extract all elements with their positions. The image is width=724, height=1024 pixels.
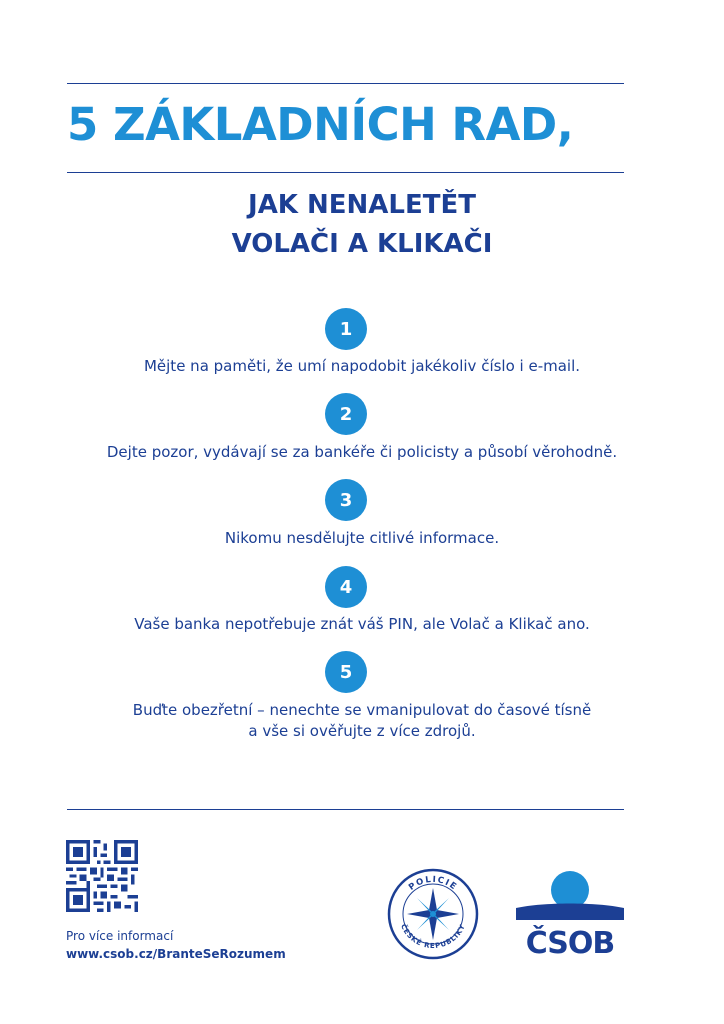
police-seal-logo bbox=[387, 868, 479, 960]
svg-text:ČESKÉ REPUBLIKY: ČESKÉ REPUBLIKY bbox=[398, 922, 468, 951]
csob-logo-text: ČSOB bbox=[525, 926, 615, 961]
tip-text: Nikomu nesdělujte citlivé informace. bbox=[224, 529, 500, 547]
more-info-label: Pro více informací bbox=[66, 929, 174, 943]
svg-text:POLICIE: POLICIE bbox=[406, 874, 460, 893]
tip-number-badge: 1 bbox=[325, 308, 367, 350]
tip-text-line-1: Buďte obezřetní – nenechte se vmanipulovat do časové tísně bbox=[132, 701, 592, 719]
tip-text: Mějte na paměti, že umí napodobit jakékoliv číslo i e-mail. bbox=[143, 357, 581, 375]
subheadline-line-2: VOLAČI A KLIKAČI bbox=[231, 229, 493, 259]
tip-text-line-2: a vše si ověřujte z více zdrojů. bbox=[248, 722, 476, 740]
more-info-link[interactable]: www.csob.cz/BranteSeRozumem bbox=[66, 947, 286, 961]
tip-text: Dejte pozor, vydávají se za bankéře či policisty a působí věrohodně. bbox=[106, 443, 618, 461]
tip-number-badge: 3 bbox=[325, 479, 367, 521]
tip-number-badge: 2 bbox=[325, 393, 367, 435]
tip-number-badge: 4 bbox=[325, 566, 367, 608]
subheadline-line-1: JAK NENALETĚT bbox=[248, 190, 476, 220]
top-divider bbox=[67, 83, 624, 84]
tip-text: Vaše banka nepotřebuje znát váš PIN, ale Volač a Klikač ano. bbox=[134, 615, 590, 633]
main-headline: 5 ZÁKLADNÍCH RAD, bbox=[67, 98, 574, 151]
headline-divider bbox=[67, 172, 624, 173]
tip-number-badge: 5 bbox=[325, 651, 367, 693]
qr-code[interactable] bbox=[66, 840, 138, 912]
footer-divider bbox=[67, 809, 624, 810]
